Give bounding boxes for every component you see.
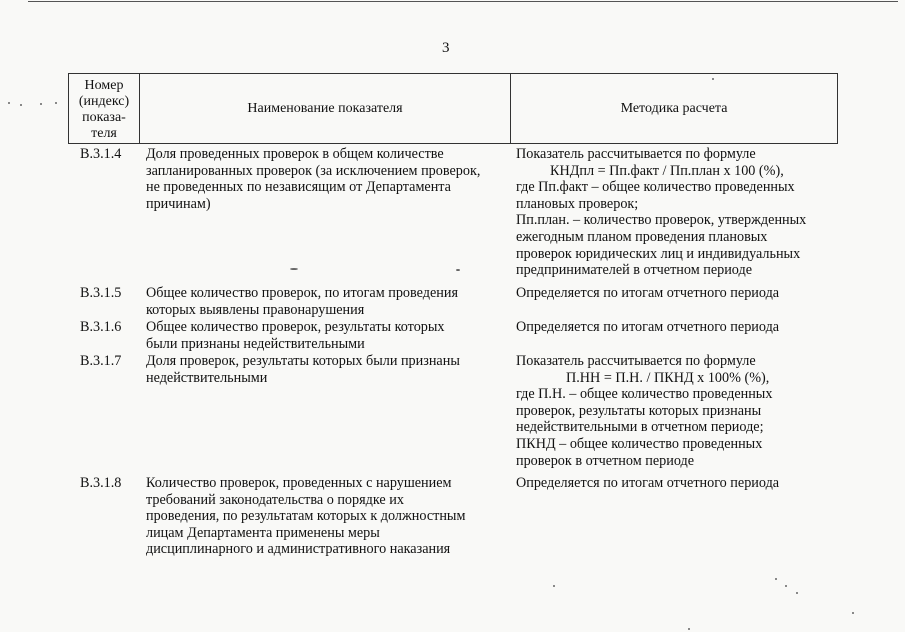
name-line: были признаны недействительными (146, 335, 365, 352)
header-number-line: теля (91, 126, 117, 141)
method-line: проверок, результаты которых признаны (516, 402, 762, 419)
formula-line: П.НН = П.Н. / ПКНД х 100% (%), (566, 369, 770, 386)
name-line: проведения, по результатам которых к должностным (146, 508, 466, 525)
scan-speck (712, 78, 714, 80)
header-number-line: показа- (82, 110, 126, 125)
row-name (146, 146, 506, 212)
row-method (516, 475, 838, 492)
method-line: предпринимателей в отчетном периоде (516, 262, 753, 279)
scan-speck (688, 628, 690, 630)
scan-speck (8, 102, 10, 104)
method-line: плановых проверок; (516, 195, 639, 212)
scan-speck (852, 612, 854, 614)
header-number-line: Номер (84, 78, 124, 93)
name-line: Доля проведенных проверок в общем количестве (146, 146, 444, 162)
method-line: ежегодным планом проведения плановых (516, 228, 768, 245)
scan-speck (785, 585, 787, 587)
row-number: В.3.1.6 (80, 319, 122, 335)
name-line: дисциплинарного и административного наказания (146, 541, 451, 558)
name-line: требований законодательства о порядке их (146, 491, 404, 508)
method-line: Показатель рассчитывается по формуле (516, 353, 756, 369)
scan-speck (553, 585, 555, 587)
header-name-label: Наименование показателя (247, 100, 403, 116)
header-method-label: Методика расчета (620, 100, 728, 116)
row-number: В.3.1.5 (80, 285, 122, 301)
header-number-line: (индекс) (78, 94, 130, 109)
method-line: проверок в отчетном периоде (516, 452, 695, 469)
name-line: причинам) (146, 195, 211, 212)
scan-speck (55, 102, 57, 104)
header-cell-name (139, 73, 511, 144)
method-line: где П.Н. – общее количество проведенных (516, 386, 773, 403)
scan-speck (456, 269, 460, 271)
row-number: В.3.1.4 (80, 146, 122, 162)
method-line: Пп.план. – количество проверок, утвержденных (516, 212, 807, 229)
method-line: Определяется по итогам отчетного периода (516, 319, 780, 335)
name-line: которых выявлены правонарушения (146, 301, 365, 318)
row-name (146, 285, 506, 318)
row-name (146, 353, 506, 386)
formula-line: КНДпл = Пп.факт / Пп.план х 100 (%), (550, 162, 784, 179)
header-cell-method (510, 73, 838, 144)
scan-top-edge (28, 1, 898, 2)
scan-speck (40, 103, 42, 105)
name-line: запланированных проверок (за исключением проверок, (146, 162, 481, 179)
row-method (516, 285, 838, 302)
row-name (146, 475, 506, 558)
name-line: Доля проверок, результаты которых были признаны (146, 353, 460, 369)
row-number: В.3.1.7 (80, 353, 122, 369)
method-line: где Пп.факт – общее количество проведенных (516, 179, 795, 196)
name-line: Общее количество проверок, по итогам проведения (146, 285, 458, 301)
row-method (516, 146, 838, 279)
header-cell-number (68, 73, 140, 144)
row-number: В.3.1.8 (80, 475, 122, 491)
name-line: Количество проверок, проведенных с нарушением (146, 475, 452, 491)
method-line: проверок юридических лиц и индивидуальных (516, 245, 801, 262)
scan-speck (20, 104, 22, 106)
method-line: ПКНД – общее количество проведенных (516, 435, 763, 452)
name-line: не проведенных по независящим от Департамента (146, 179, 451, 196)
name-line: Общее количество проверок, результаты которых (146, 319, 445, 335)
scan-speck (775, 578, 777, 580)
scan-speck (290, 268, 298, 270)
row-method (516, 319, 838, 336)
name-line: лицам Департамента применены меры (146, 524, 380, 541)
scan-speck (796, 592, 798, 594)
name-line: недействительными (146, 369, 268, 386)
row-method (516, 353, 838, 469)
row-name (146, 319, 506, 352)
method-line: Определяется по итогам отчетного периода (516, 285, 780, 301)
method-line: Определяется по итогам отчетного периода (516, 475, 780, 491)
page-number: 3 (442, 40, 450, 56)
method-line: недействительными в отчетном периоде; (516, 419, 764, 436)
method-line: Показатель рассчитывается по формуле (516, 146, 756, 162)
